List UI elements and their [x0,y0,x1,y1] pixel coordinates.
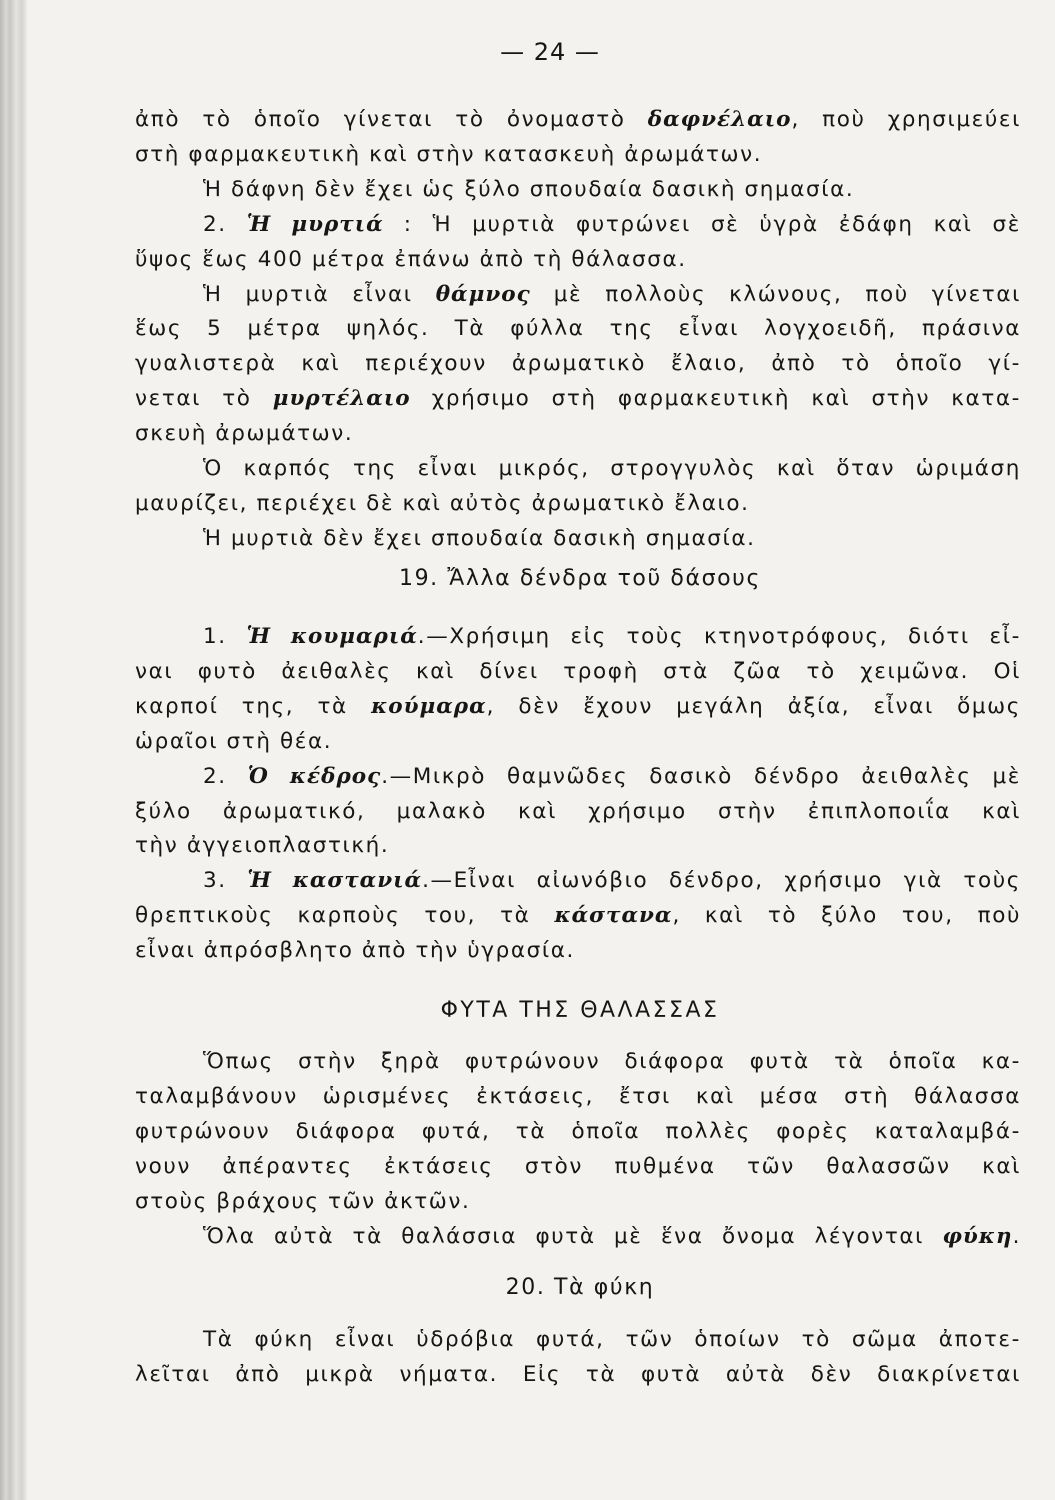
section-heading-20: 20. Τὰ φύκη [505,1275,655,1300]
text-line: ταλαμβάνουν ὡρισμένες ἐκτάσεις, ἔτσι καὶ μέσα στὴ θάλασσα [135,1083,1021,1109]
text-line: ὡραῖοι στὴ θέα. [135,728,333,754]
text-block-daphne-myrtle [135,103,1021,557]
text-line: θρεπτικοὺς καρποὺς του, τὰ κάστανα, καὶ τὸ ξύλο του, ποὺ [135,903,1021,929]
text-block-seaweed [135,1323,1021,1393]
term-dafnelaio: δαφνέλαιο [647,107,792,132]
term-koumaria: Ἡ κουμαριά [246,624,418,649]
text-line: 2. Ἡ μυρτιά : Ἡ μυρτιὰ φυτρώνει σὲ ὑγρὰ ἐδάφη καὶ σὲ [203,211,1022,237]
text-line: γυαλιστερὰ καὶ περιέχουν ἀρωματικὸ ἔλαιο, ἀπὸ τὸ ὁποῖο γί- [135,351,1021,377]
term-kedros: Ὁ κέδρος [247,763,382,789]
text-line: σκευὴ ἀρωμάτων. [135,421,354,447]
text-line: ξύλο ἀρωματικό, μαλακὸ καὶ χρήσιμο στὴν ἐπιπλοποιΐα καὶ [135,798,1021,824]
text-line: 1. Ἡ κουμαριά.—Χρήσιμη εἰς τοὺς κτηνοτρόφους, διότι εἶ- [203,624,1021,649]
text-line: καρποί της, τὰ κούμαρα, δὲν ἔχουν μεγάλη ἀξία, εἶναι ὅμως [135,693,1021,719]
section-heading-19: 19. Ἄλλα δένδρα τοῦ δάσους [398,566,762,591]
term-kastania: Ἡ καστανιά [247,868,423,894]
term-koumara: κούμαρα [371,693,487,719]
text-line: 2. Ὁ κέδρος.—Μικρὸ θαμνῶδες δασικὸ δένδρο ἀειθαλὲς μὲ [203,763,1022,789]
text-line: ἀπὸ τὸ ὁποῖο γίνεται τὸ ὀνομαστὸ δαφνέλαιο, ποὺ χρησιμεύει [135,107,1021,132]
text-line: μαυρίζει, περιέχει δὲ καὶ αὐτὸς ἀρωματικὸ ἔλαιο. [135,490,750,516]
text-line: φυτρώνουν διάφορα φυτά, τὰ ὁποῖα πολλὲς φορὲς καταλαμβά- [135,1118,1021,1144]
text-line: εἶναι ἀπρόσβλητο ἀπὸ τὴν ὑγρασία. [135,938,575,964]
text-block-sea-plants [135,1045,1021,1254]
text-line: τὴν ἀγγειοπλαστική. [135,833,390,859]
text-line: 3. Ἡ καστανιά.—Εἶναι αἰωνόβιο δένδρο, χρήσιμο γιὰ τοὺς [203,868,1021,894]
text-line: ἕως 5 μέτρα ψηλός. Τὰ φύλλα της εἶναι λογχοειδῆ, πράσινα [135,316,1021,342]
text-block-other-trees [135,620,1021,969]
text-line: ὕψος ἕως 400 μέτρα ἐπάνω ἀπὸ τὴ θάλασσα. [135,246,687,272]
term-kastana: κάστανα [554,903,673,929]
text-line: Ἡ δάφνη δὲν ἔχει ὡς ξύλο σπουδαία δασικὴ σημασία. [203,176,855,202]
term-thamnos: θάμνος [435,281,531,307]
text-line: ναι φυτὸ ἀειθαλὲς καὶ δίνει τροφὴ στὰ ζῶα τὸ χειμῶνα. Οἱ [135,658,1021,684]
term-myrtelaio: μυρτέλαιο [272,386,411,412]
text-line: λεῖται ἀπὸ μικρὰ νήματα. Εἰς τὰ φυτὰ αὐτὰ δὲν διακρίνεται [135,1361,1021,1387]
text-line: στοὺς βράχους τῶν ἀκτῶν. [135,1188,471,1214]
text-line: στὴ φαρμακευτικὴ καὶ στὴν κατασκευὴ ἀρωμάτων. [135,141,763,167]
text-line: Τὰ φύκη εἶναι ὑδρόβια φυτά, τῶν ὁποίων τὸ σῶμα ἀποτε- [203,1327,1021,1352]
text-line: Ὅλα αὐτὰ τὰ θαλάσσια φυτὰ μὲ ἕνα ὄνομα λέγονται φύκη. [203,1223,1021,1249]
text-line: Ἡ μυρτιὰ δὲν ἔχει σπουδαία δασικὴ σημασία. [203,525,756,551]
section-heading-sea-plants: ΦΥΤΑ ΤΗΣ ΘΑΛΑΣΣΑΣ [440,998,720,1023]
term-fyki: φύκη [942,1223,1013,1249]
text-line: νεται τὸ μυρτέλαιο χρήσιμο στὴ φαρμακευτικὴ καὶ στὴν κατα- [135,386,1021,412]
text-line: νουν ἀπέραντες ἐκτάσεις στὸν πυθμένα τῶν θαλασσῶν καὶ [135,1153,1021,1179]
text-line: Ἡ μυρτιὰ εἶναι θάμνος μὲ πολλοὺς κλώνους, ποὺ γίνεται [203,281,1021,307]
page-number: — 24 — [500,38,600,66]
term-myrtia: Ἡ μυρτιά [246,211,384,237]
text-line: Ὁ καρπός της εἶναι μικρός, στρογγυλὸς καὶ ὅταν ὡριμάση [203,456,1021,482]
text-line: Ὅπως στὴν ξηρὰ φυτρώνουν διάφορα φυτὰ τὰ ὁποῖα κα- [203,1049,1021,1074]
